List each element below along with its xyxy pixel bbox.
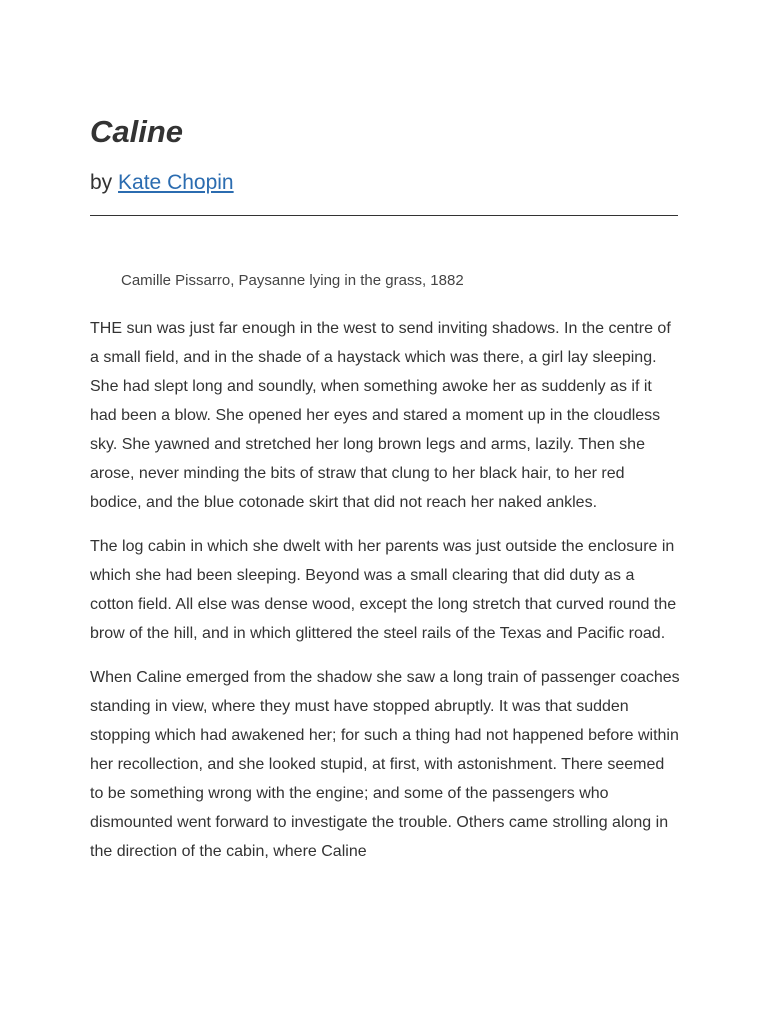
image-caption: Camille Pissarro, Paysanne lying in the grass, 1882 xyxy=(121,272,464,289)
author-link[interactable]: Kate Chopin xyxy=(118,171,234,194)
paragraph: When Caline emerged from the shadow she saw a long train of passenger coaches standing in view, where they must have stopped abruptly. It was that sudden stopping which had awakened her; for such a thing had not happened before within her recollection, and she looked stupid, at first, with astonishment. There seemed to be something wrong with the engine; and some of the passengers who dismounted went forward to investigate the trouble. Others came strolling along in the direction of the cabin, where Caline xyxy=(90,669,680,860)
paragraph: The log cabin in which she dwelt with her parents was just outside the enclosure in which she had been sleeping. Beyond was a small clearing that did duty as a cotton field. All else was dense wood, except the long stretch that curved round the brow of the hill, and in which glittered the steel rails of the Texas and Pacific road. xyxy=(90,538,677,642)
byline xyxy=(90,167,234,199)
article-title: Caline xyxy=(90,114,184,149)
paragraph: THE sun was just far enough in the west to send inviting shadows. In the centre of a small field, and in the shade of a haystack which was there, a girl lay sleeping. She had slept long and soundly, when something awoke her as suddenly as if it had been a blow. She opened her eyes and stared a moment up in the cloudless sky. She yawned and stretched her long brown legs and arms, lazily. Then she arose, never minding the bits of straw that clung to her black hair, to her red bodice, and the blue cotonade skirt that did not reach her naked ankles. xyxy=(90,320,671,511)
article-body xyxy=(90,314,680,881)
divider xyxy=(90,215,678,216)
byline-prefix: by xyxy=(90,171,113,194)
